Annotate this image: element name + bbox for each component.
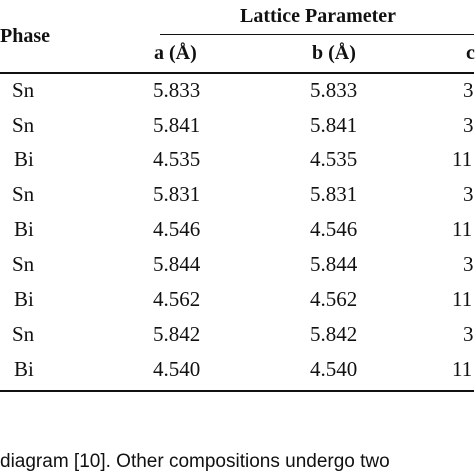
cell-phase: Sn <box>12 113 35 137</box>
cell-a: 5.842 <box>153 322 201 346</box>
cell-c: 3 <box>463 252 474 276</box>
cell-a: 5.844 <box>153 252 201 276</box>
cell-phase: Bi <box>14 287 34 311</box>
cell-phase: Sn <box>12 78 35 102</box>
cell-b: 5.844 <box>310 252 358 276</box>
header-b: b (Å) <box>312 42 356 64</box>
table-bottom-rule <box>0 390 474 392</box>
cell-phase: Sn <box>12 182 35 206</box>
header-c: c <box>466 42 475 64</box>
cell-c: 3 <box>463 182 474 206</box>
cell-a: 5.841 <box>153 113 201 137</box>
cell-phase: Bi <box>14 357 34 381</box>
cell-a: 5.831 <box>153 182 201 206</box>
body-text-line: diagram [10]. Other compositions undergo two <box>0 451 390 472</box>
cell-b: 4.535 <box>310 147 358 171</box>
cell-b: 5.841 <box>310 113 358 137</box>
cell-b: 4.540 <box>310 357 358 381</box>
cell-b: 5.833 <box>310 78 358 102</box>
cell-c: 3 <box>463 113 474 137</box>
header-phase: Phase <box>0 25 50 47</box>
cell-a: 4.535 <box>153 147 201 171</box>
cell-a: 4.540 <box>153 357 201 381</box>
cell-phase: Bi <box>14 217 34 241</box>
cell-c: 3 <box>463 78 474 102</box>
cell-phase: Bi <box>14 147 34 171</box>
cell-phase: Sn <box>12 322 35 346</box>
cell-c: 3 <box>463 322 474 346</box>
cell-a: 5.833 <box>153 78 201 102</box>
cell-b: 5.831 <box>310 182 358 206</box>
cell-c: 11 <box>452 357 473 381</box>
cell-phase: Sn <box>12 252 35 276</box>
cell-c: 11 <box>452 287 473 311</box>
cell-a: 4.562 <box>153 287 201 311</box>
header-a: a (Å) <box>154 42 197 64</box>
header-lattice-parameter: Lattice Parameter <box>240 5 397 27</box>
cell-b: 4.546 <box>310 217 358 241</box>
cell-b: 5.842 <box>310 322 358 346</box>
cell-a: 4.546 <box>153 217 201 241</box>
cell-c: 11 <box>452 217 473 241</box>
header-bottom-rule <box>0 72 474 74</box>
header-sub-rule <box>160 34 474 35</box>
cell-c: 11 <box>452 147 473 171</box>
cell-b: 4.562 <box>310 287 358 311</box>
